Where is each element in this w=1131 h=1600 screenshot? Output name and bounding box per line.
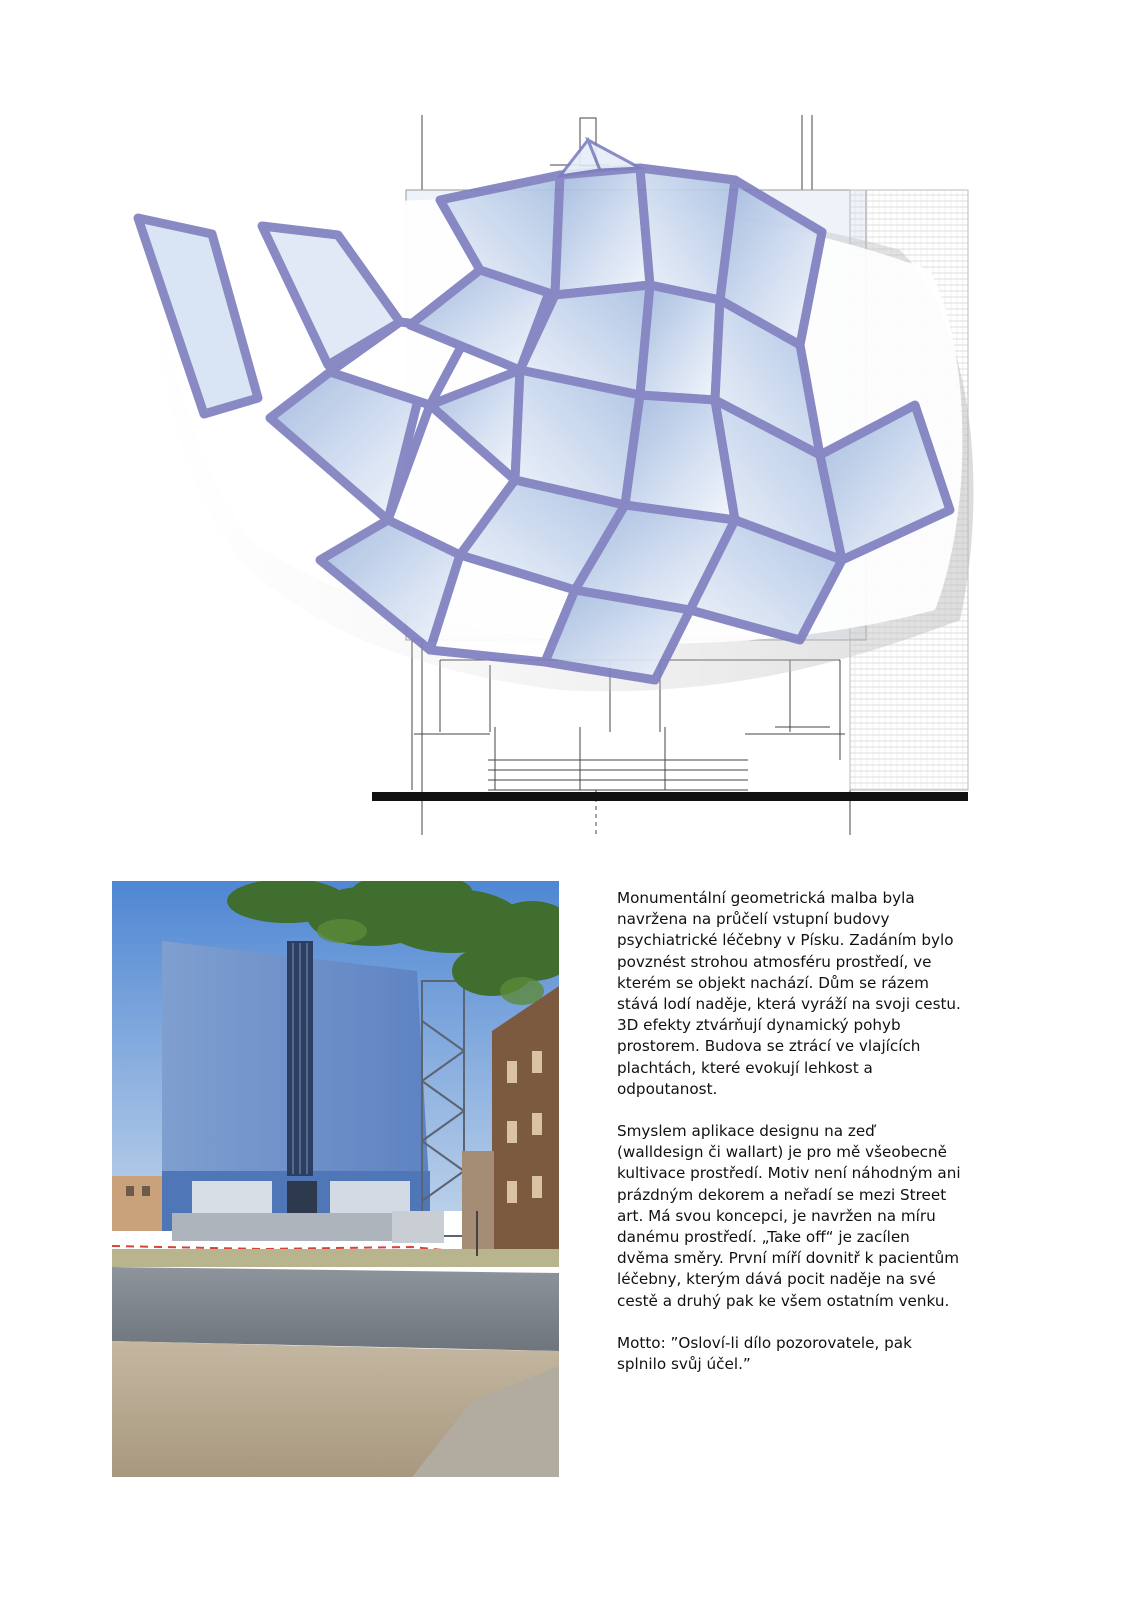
mural-elevation-drawing [120, 105, 1000, 840]
old-building [492, 986, 559, 1261]
article-paragraph-1: Monumentální geometrická malba byla navržena na průčelí vstupní budovy psychiatrické léčebny v Písku. Zadáním bylo povznést strohou atmosféru prostředí, ve kterém se objekt nachází. Dům se rázem stává lodí naděje, která vyráží na svoji cestu. 3D efekty ztvárňují dynamický pohyb prostorem. Budova se ztrácí ve vlajících plachtách, které evokují lehkost a odpoutanost. [617, 889, 961, 1098]
article-paragraph-2: Smyslem aplikace designu na zeď (walldesign či wallart) je pro mě všeobecně kultivace prostředí. Motiv není náhodným ani prázdným dekorem a neřadí se mezi Street art. Má svou koncepci, je navržen na míru danému prostředí. „Take off“ je zacílen dvěma směry. První míří dovnitř k pacientům léčebny, kterým dává pocit naděje na své cestě a druhý pak ke všem ostatním venku. [617, 1122, 961, 1310]
ground-line [372, 792, 968, 801]
distant-houses [112, 1176, 164, 1231]
grass [112, 1249, 559, 1267]
road [112, 1267, 559, 1351]
building-photograph [112, 881, 559, 1477]
article-text [617, 888, 962, 1396]
article-motto: Motto: ”Osloví-li dílo pozorovatele, pak splnilo svůj účel.” [617, 1333, 912, 1374]
